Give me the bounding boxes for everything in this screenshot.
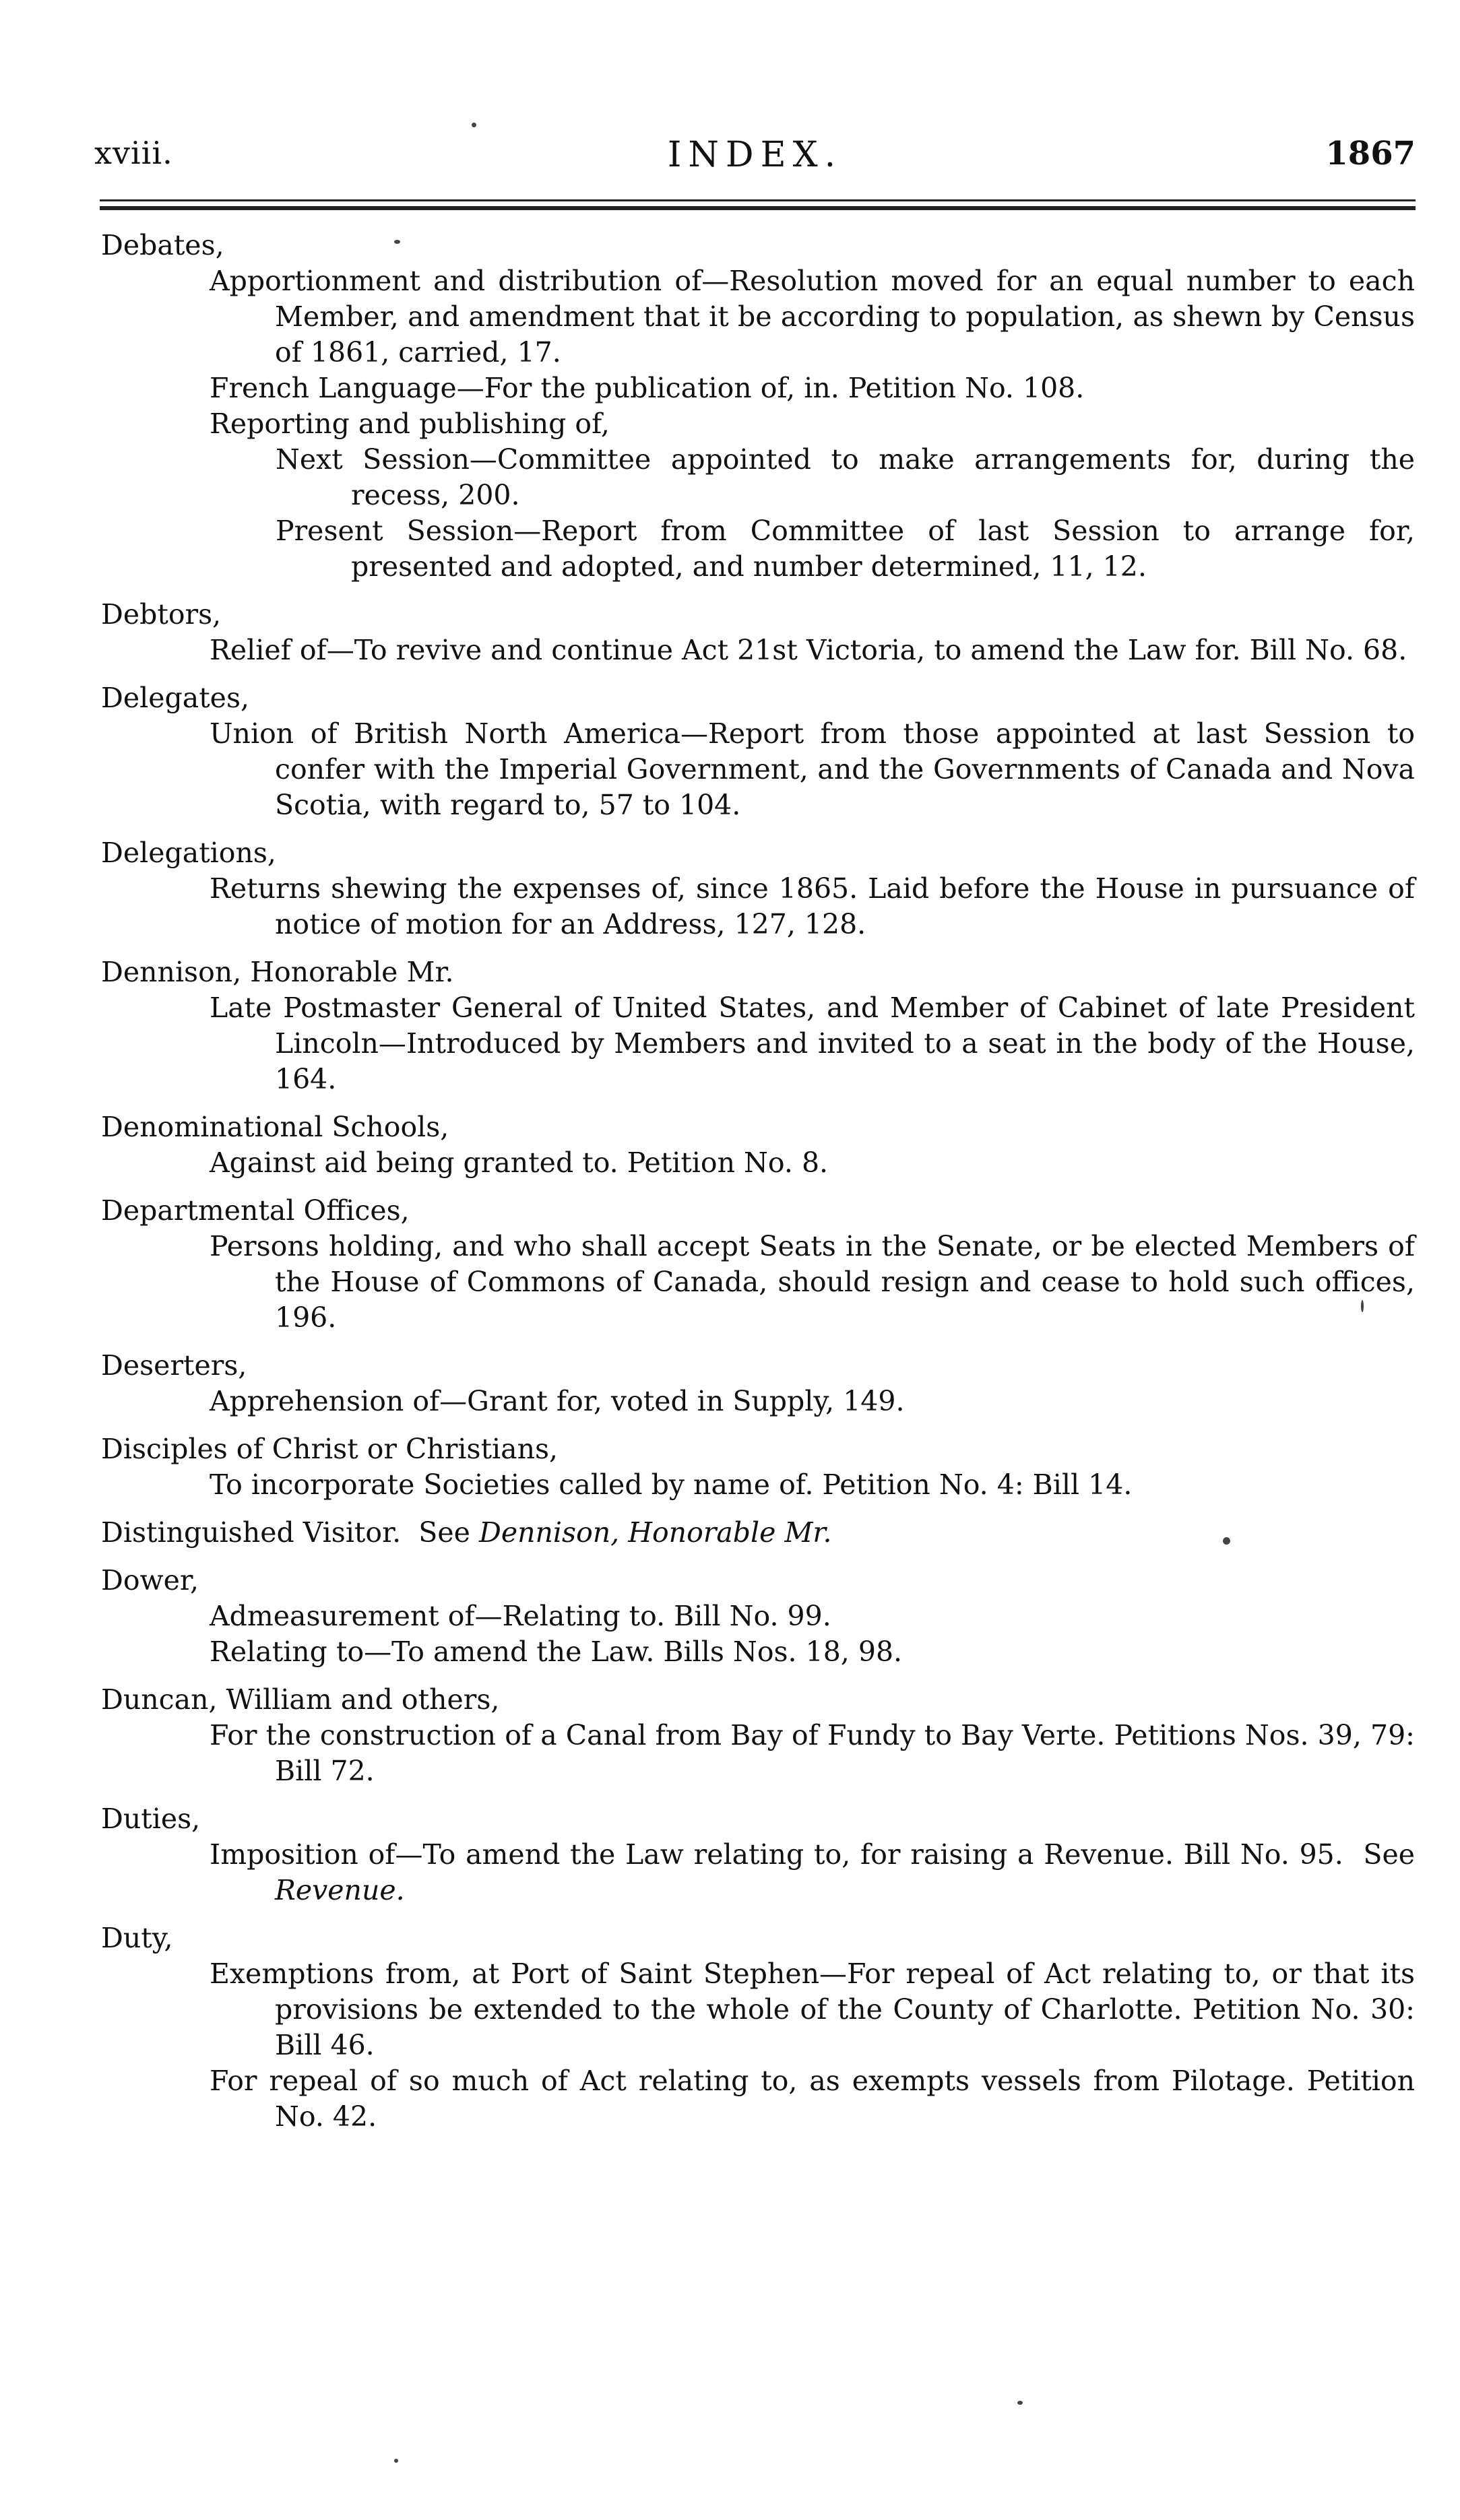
entry-heading: Debtors, [101, 598, 222, 631]
index-body [101, 228, 1415, 2147]
sub-entry: Admeasurement of—Relating to. Bill No. 99. [210, 1600, 831, 1632]
entry-heading: Duties, [101, 1803, 201, 1835]
header-rule-thin [100, 199, 1416, 201]
see-prefix: See [1363, 1838, 1415, 1871]
entry-heading: Delegations, [101, 837, 276, 869]
sub-entry: To incorporate Societies called by name of. Petition No. 4: Bill 14. [210, 1468, 1133, 1501]
scan-speck [1017, 2401, 1023, 2405]
index-entry-disciples-of-christ [101, 1431, 1415, 1503]
sub-entry: Imposition of—To amend the Law relating to, for raising a Revenue. Bill No. 95. See Revenue. [210, 1838, 1415, 1906]
scan-speck [472, 123, 476, 127]
index-entry-debtors [101, 597, 1415, 668]
entry-heading: Duncan, William and others, [101, 1683, 500, 1716]
entry-heading: Debates, [101, 229, 224, 261]
entry-heading: Duty, [101, 1922, 173, 1954]
sub-sub-entry: Present Session—Report from Committee of last Session to arrange for, presented and adopted, and number determined, 11, 12. [276, 515, 1415, 583]
index-entry-debates [101, 228, 1415, 585]
sub-entry: French Language—For the publication of, in. Petition No. 108. [210, 372, 1085, 404]
scan-speck [394, 2459, 398, 2463]
sub-entry: Reporting and publishing of, [210, 408, 610, 440]
scan-speck [394, 240, 400, 244]
index-entry-dower [101, 1563, 1415, 1670]
page-number: xviii. [94, 135, 173, 171]
sub-sub-entry: Next Session—Committee appointed to make arrangements for, during the recess, 200. [276, 443, 1415, 511]
sub-entry: Apprehension of—Grant for, voted in Supply, 149. [210, 1385, 905, 1417]
scan-speck [1223, 1537, 1230, 1545]
sub-entry: Against aid being granted to. Petition No. 8. [210, 1146, 829, 1179]
entry-heading: Deserters, [101, 1349, 247, 1382]
index-entry-duties [101, 1801, 1415, 1908]
sub-entry: Relief of—To revive and continue Act 21st Victoria, to amend the Law for. Bill No. 68. [210, 634, 1407, 666]
sub-entry: For repeal of so much of Act relating to, as exempts vessels from Pilotage. Petition No. 42. [210, 2065, 1415, 2133]
header-rule-thick [100, 206, 1416, 210]
index-entry-deserters [101, 1348, 1415, 1419]
see-reference: Dennison, Honorable Mr. [478, 1516, 832, 1549]
entry-heading: Dower, [101, 1564, 199, 1596]
entry-heading-text: Distinguished Visitor. [101, 1516, 402, 1549]
sub-entry: Relating to—To amend the Law. Bills Nos. 18, 98. [210, 1636, 903, 1668]
sub-entry: Persons holding, and who shall accept Seats in the Senate, or be elected Members of the House of Commons of Canada, should resign and cease to hold such offices, 196. [210, 1230, 1415, 1334]
see-reference: Revenue. [275, 1874, 405, 1906]
entry-heading: Disciples of Christ or Christians, [101, 1433, 559, 1465]
entry-heading: Delegates, [101, 682, 250, 714]
index-entry-delegates [101, 680, 1415, 823]
index-entry-duncan [101, 1682, 1415, 1789]
index-entry-delegations [101, 835, 1415, 942]
index-entry-dennison [101, 955, 1415, 1097]
index-entry-departmental-offices [101, 1193, 1415, 1336]
sub-entry: Late Postmaster General of United States, and Member of Cabinet of late President Lincoln—Introduced by Members and invited to a seat in the body of the House, 164. [210, 992, 1415, 1095]
entry-heading: Denominational Schools, [101, 1111, 449, 1143]
sub-entry: Apportionment and distribution of—Resolution moved for an equal number to each Member, and amendment that it be according to population, as shewn by Census of 1861, carried, 17. [210, 265, 1415, 368]
entry-heading: Departmental Offices, [101, 1194, 410, 1227]
index-entry-duty [101, 1920, 1415, 2135]
entry-heading [101, 1515, 1415, 1551]
sub-entry: Union of British North America—Report from those appointed at last Session to confer with the Imperial Government, and the Governments of Canada and Nova Scotia, with regard to, 57 to 104. [210, 717, 1415, 821]
page-header [94, 135, 1416, 189]
index-entry-denominational-schools [101, 1109, 1415, 1181]
page-title: INDEX. [667, 135, 843, 175]
index-entry-distinguished-visitor [101, 1515, 1415, 1551]
scan-speck [1361, 1300, 1364, 1312]
sub-entry: For the construction of a Canal from Bay of Fundy to Bay Verte. Petitions Nos. 39, 79: Bill 72. [210, 1719, 1415, 1787]
sub-entry: Returns shewing the expenses of, since 1865. Laid before the House in pursuance of notice of motion for an Address, 127, 128. [210, 872, 1415, 940]
entry-heading: Dennison, Honorable Mr. [101, 956, 454, 988]
page-year: 1867 [1325, 135, 1416, 172]
sub-entry: Exemptions from, at Port of Saint Stephen—For repeal of Act relating to, or that its provisions be extended to the whole of the County of Charlotte. Petition No. 30: Bill 46. [210, 1958, 1415, 2061]
see-prefix: See [418, 1516, 470, 1549]
